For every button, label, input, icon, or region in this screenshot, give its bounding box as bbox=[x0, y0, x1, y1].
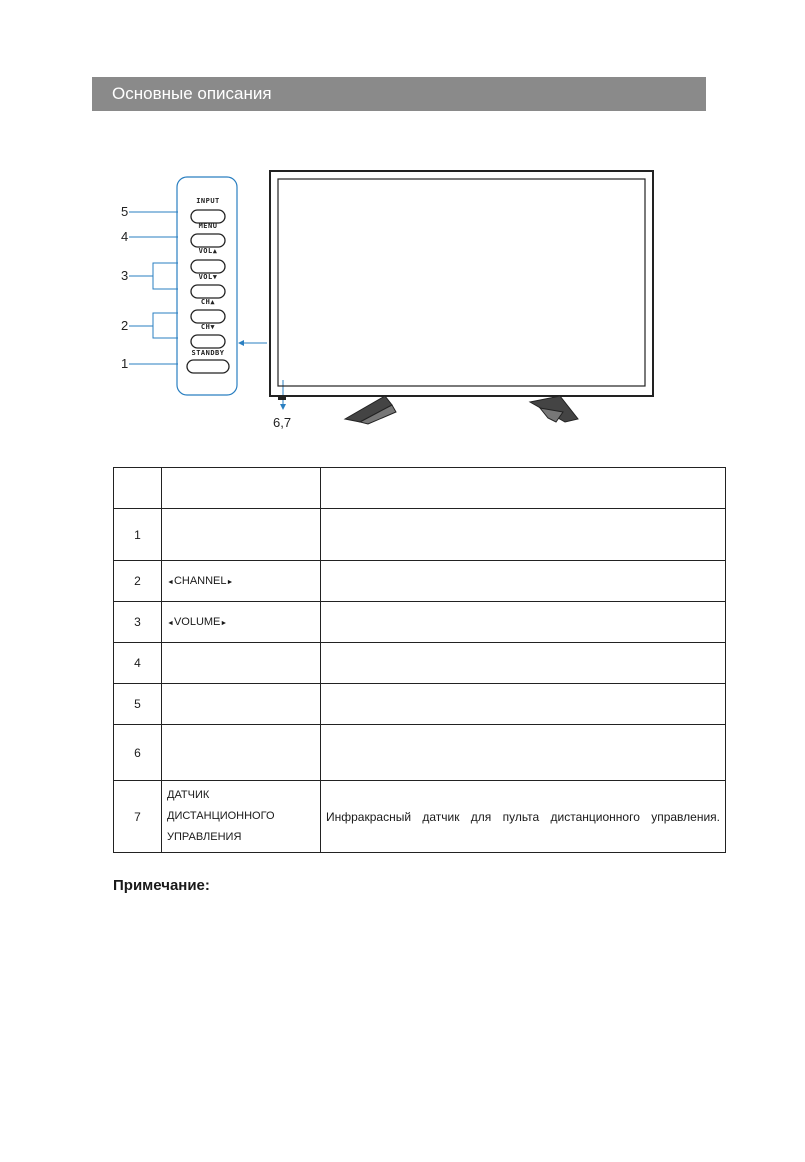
sensor-name-line: УПРАВЛЕНИЯ bbox=[167, 831, 242, 843]
row-description bbox=[321, 684, 726, 725]
row-number: 3 bbox=[114, 602, 162, 643]
row-description: Инфракрасный датчик для пульта дистанционного управления. bbox=[321, 781, 726, 853]
left-triangle-icon: ◄ bbox=[167, 579, 174, 586]
row-description bbox=[321, 509, 726, 561]
tv-illustration bbox=[0, 150, 805, 450]
row-name bbox=[162, 684, 321, 725]
row-number: 1 bbox=[114, 509, 162, 561]
row-number: 6 bbox=[114, 725, 162, 781]
tv-frame bbox=[270, 171, 653, 396]
table-row bbox=[114, 509, 726, 561]
vol-up-button-label: VOL▲ bbox=[198, 247, 218, 255]
left-triangle-icon: ◄ bbox=[167, 620, 174, 627]
right-triangle-icon: ► bbox=[220, 620, 228, 627]
panel-arrow-icon bbox=[238, 340, 244, 346]
table-row bbox=[114, 725, 726, 781]
ch-down-button-label: CH▼ bbox=[200, 323, 216, 331]
row-description bbox=[321, 725, 726, 781]
callout-6-7: 6,7 bbox=[273, 415, 292, 430]
row-name bbox=[162, 725, 321, 781]
row-number bbox=[114, 468, 162, 509]
row-description bbox=[321, 643, 726, 684]
note-title: Примечание: bbox=[113, 877, 210, 894]
ch-up-button-label: CH▲ bbox=[200, 298, 216, 306]
menu-button-label: MENU bbox=[198, 222, 218, 230]
ch-up-button-shape bbox=[191, 310, 225, 323]
sensor-name-line: ДАТЧИК bbox=[167, 789, 210, 801]
row-description bbox=[321, 468, 726, 509]
row-number: 2 bbox=[114, 561, 162, 602]
ch-down-button-shape bbox=[191, 335, 225, 348]
row-name bbox=[162, 643, 321, 684]
row-description bbox=[321, 602, 726, 643]
row-name bbox=[162, 781, 321, 853]
row-name bbox=[162, 561, 321, 602]
row-number: 4 bbox=[114, 643, 162, 684]
menu-button-shape bbox=[191, 234, 225, 247]
description-table bbox=[113, 467, 726, 853]
ir-sensor bbox=[278, 396, 286, 400]
row-number: 7 bbox=[114, 781, 162, 853]
input-button-label: INPUT bbox=[196, 197, 220, 205]
row-description bbox=[321, 561, 726, 602]
callout-3: 3 bbox=[121, 268, 129, 283]
table-row bbox=[114, 643, 726, 684]
row-number: 5 bbox=[114, 684, 162, 725]
callout-lines bbox=[129, 212, 283, 405]
vol-down-button-shape bbox=[191, 285, 225, 298]
callout-1: 1 bbox=[121, 356, 129, 371]
standby-button-shape bbox=[187, 360, 229, 373]
callout-4: 4 bbox=[121, 229, 129, 244]
channel-label: CHANNEL bbox=[173, 575, 227, 587]
sensor-name-line: ДИСТАНЦИОННОГО bbox=[167, 810, 275, 822]
volume-label: VOLUME bbox=[173, 616, 221, 628]
tv-stands bbox=[345, 396, 578, 424]
table-row bbox=[114, 561, 726, 602]
table-row bbox=[114, 602, 726, 643]
callout-5: 5 bbox=[121, 204, 129, 219]
section-header: Основные описания bbox=[92, 77, 706, 111]
row-name bbox=[162, 602, 321, 643]
table-row bbox=[114, 684, 726, 725]
callout-2: 2 bbox=[121, 318, 129, 333]
vol-down-button-label: VOL▼ bbox=[198, 273, 218, 281]
standby-button-label: STANDBY bbox=[191, 349, 225, 357]
sensor-arrow-icon bbox=[280, 404, 286, 410]
row-name bbox=[162, 468, 321, 509]
tv-diagram bbox=[0, 150, 805, 450]
table-row bbox=[114, 468, 726, 509]
row-name bbox=[162, 509, 321, 561]
right-triangle-icon: ► bbox=[226, 579, 234, 586]
table-row bbox=[114, 781, 726, 853]
tv-screen bbox=[278, 179, 645, 386]
vol-up-button-shape bbox=[191, 260, 225, 273]
